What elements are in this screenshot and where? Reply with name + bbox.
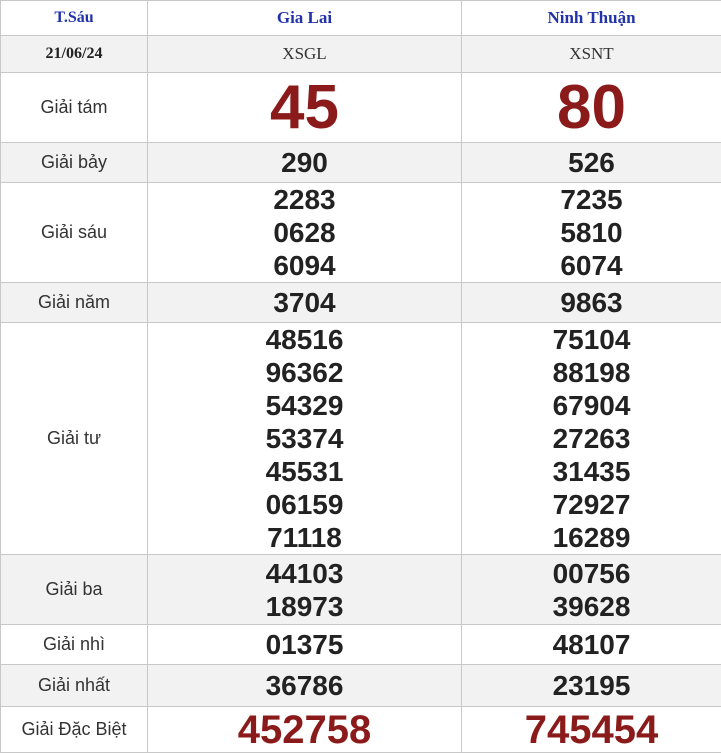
prize-cell-gia-lai [148, 323, 462, 555]
prize-cell-gia-lai [148, 143, 462, 183]
prize-label: Giải ba [1, 555, 148, 625]
prize-number: 00756 [553, 557, 631, 590]
lottery-code-gia-lai: XSGL [148, 36, 462, 73]
prize-number: 452758 [238, 708, 371, 752]
prize-label: Giải nhất [1, 665, 148, 707]
prize-number: 53374 [266, 422, 344, 455]
prize-cell-gia-lai [148, 625, 462, 665]
prize-number: 2283 [273, 183, 335, 216]
prize-number: 16289 [553, 521, 631, 554]
prize-cell-ninh-thuan [462, 283, 721, 323]
prize-cell-gia-lai [148, 555, 462, 625]
prize-number: 45 [270, 76, 339, 140]
prize-number: 01375 [266, 628, 344, 661]
header-row [1, 1, 721, 36]
prize-cell-ninh-thuan [462, 323, 721, 555]
prize-number: 526 [568, 146, 615, 179]
prize-row-g6 [1, 183, 721, 283]
prize-cell-ninh-thuan [462, 707, 721, 753]
prize-cell-ninh-thuan [462, 555, 721, 625]
prize-label: Giải Đặc Biệt [1, 707, 148, 753]
prize-cell-gia-lai [148, 665, 462, 707]
prize-cell-ninh-thuan [462, 665, 721, 707]
prize-label: Giải sáu [1, 183, 148, 283]
prize-number: 80 [557, 76, 626, 140]
prize-row-g4 [1, 323, 721, 555]
prize-cell-gia-lai [148, 707, 462, 753]
draw-date: 21/06/24 [1, 36, 148, 73]
prize-label: Giải năm [1, 283, 148, 323]
prize-number: 72927 [553, 488, 631, 521]
prize-cell-gia-lai [148, 73, 462, 143]
prize-cell-gia-lai [148, 183, 462, 283]
prize-number: 27263 [553, 422, 631, 455]
prize-number: 71118 [267, 521, 342, 554]
prize-number: 290 [281, 146, 328, 179]
prize-row-db [1, 707, 721, 753]
prize-number: 7235 [560, 183, 622, 216]
prize-number: 18973 [266, 590, 344, 623]
prize-cell-ninh-thuan [462, 73, 721, 143]
prize-row-g2 [1, 625, 721, 665]
prize-number: 23195 [553, 669, 631, 702]
prize-number: 75104 [553, 323, 631, 356]
prize-row-g7 [1, 143, 721, 183]
prize-number: 45531 [266, 455, 344, 488]
date-row [1, 36, 721, 73]
prize-number: 54329 [266, 389, 344, 422]
prize-row-g5 [1, 283, 721, 323]
province-link-gia-lai[interactable]: Gia Lai [148, 1, 462, 36]
prize-number: 5810 [560, 216, 622, 249]
prize-number: 745454 [525, 708, 658, 752]
lottery-code-ninh-thuan: XSNT [462, 36, 721, 73]
prize-cell-ninh-thuan [462, 183, 721, 283]
prize-number: 3704 [273, 286, 335, 319]
prize-number: 39628 [553, 590, 631, 623]
prize-number: 88198 [553, 356, 631, 389]
prize-label: Giải tám [1, 73, 148, 143]
prize-row-g1 [1, 665, 721, 707]
prize-number: 67904 [553, 389, 631, 422]
prize-cell-gia-lai [148, 283, 462, 323]
prize-label: Giải tư [1, 323, 148, 555]
prize-row-g3 [1, 555, 721, 625]
province-link-ninh-thuan[interactable]: Ninh Thuận [462, 1, 721, 36]
prize-number: 0628 [273, 216, 335, 249]
prize-number: 9863 [560, 286, 622, 319]
prize-number: 6094 [273, 249, 335, 282]
prize-number: 48516 [266, 323, 344, 356]
prize-row-g8 [1, 73, 721, 143]
prize-number: 6074 [560, 249, 622, 282]
prize-number: 96362 [266, 356, 344, 389]
prize-cell-ninh-thuan [462, 143, 721, 183]
prize-number: 48107 [553, 628, 631, 661]
prize-number: 44103 [266, 557, 344, 590]
prize-number: 06159 [266, 488, 344, 521]
prize-label: Giải bảy [1, 143, 148, 183]
prize-label: Giải nhì [1, 625, 148, 665]
day-of-week: T.Sáu [1, 1, 148, 36]
prize-number: 31435 [553, 455, 631, 488]
prize-cell-ninh-thuan [462, 625, 721, 665]
prize-number: 36786 [266, 669, 344, 702]
